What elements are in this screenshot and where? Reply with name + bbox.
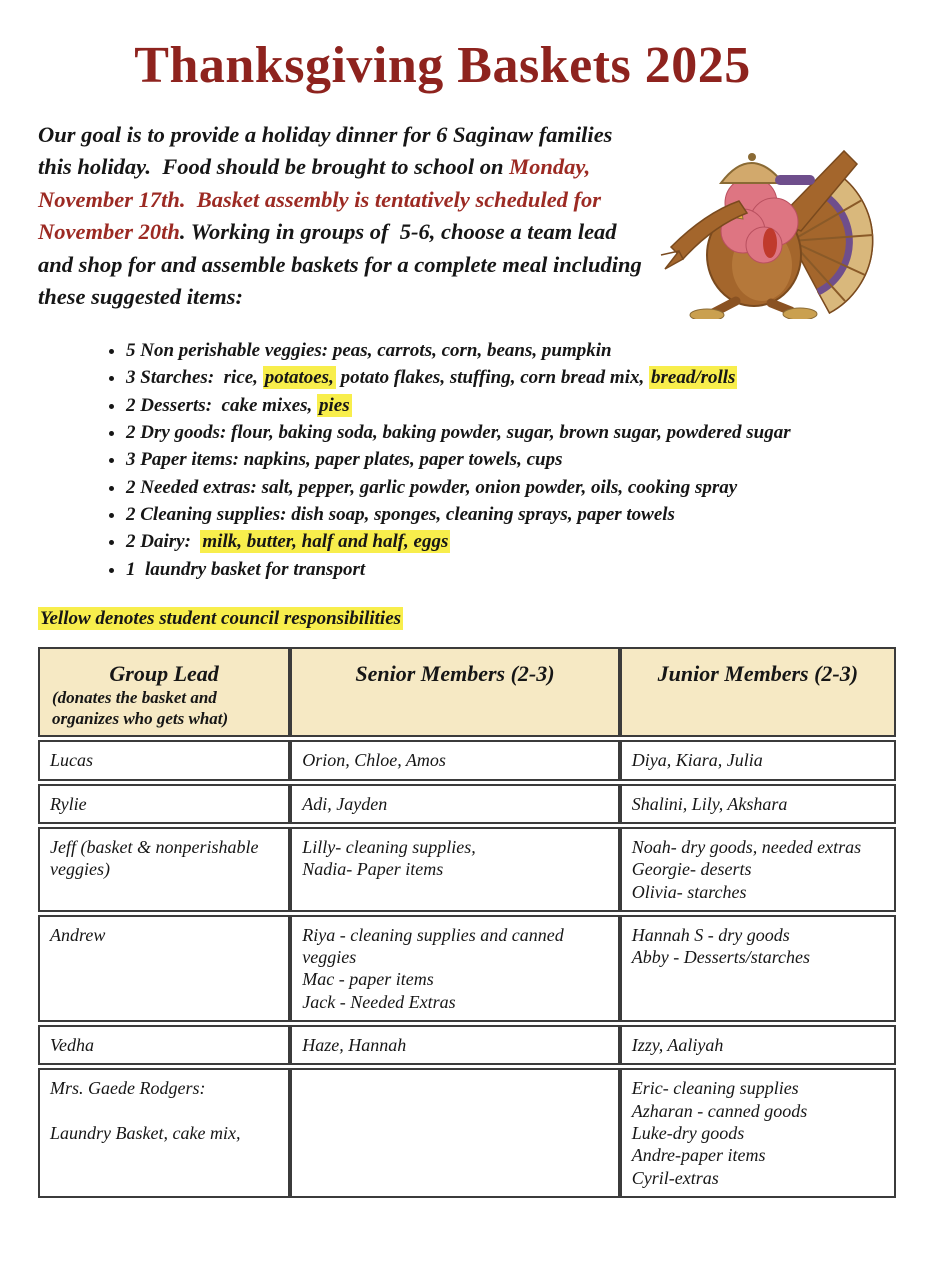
senior-cell <box>290 740 619 780</box>
senior-cell <box>290 1025 619 1065</box>
junior-cell <box>620 1025 896 1065</box>
cell-line: Abby - Desserts/starches <box>631 947 811 968</box>
cell-line: Jack - Needed Extras <box>302 991 456 1012</box>
highlighted-text: pies <box>319 394 350 416</box>
cell-line: Mrs. Gaede Rodgers: <box>50 1078 206 1099</box>
header-junior-members <box>620 647 896 737</box>
cell-line: Orion, Chloe, Amos <box>302 750 446 771</box>
lead-cell <box>38 1068 290 1198</box>
cell-line: Hannah S - dry goods <box>631 924 790 945</box>
list-item <box>126 558 897 582</box>
list-item <box>126 339 897 363</box>
cell-line: Azharan - canned goods <box>631 1100 808 1121</box>
legend-note-wrapper <box>38 608 897 630</box>
text-segment: 3 Starches: rice, <box>126 367 263 389</box>
cell-line: Cyril-extras <box>631 1167 719 1188</box>
intro-text-segment: Monday, November 17th. Basket assembly is tentatively scheduled for November 20th <box>38 154 607 245</box>
text-segment: 1 laundry basket for transport <box>126 558 366 580</box>
text-segment: 2 Needed extras: salt, pepper, garlic powder, onion powder, oils, cooking spray <box>126 476 738 498</box>
cell-line <box>50 1100 278 1122</box>
text-segment: 2 Dry goods: flour, baking soda, baking powder, sugar, brown sugar, powdered sugar <box>126 421 791 443</box>
cell-line: Nadia- Paper items <box>302 859 444 880</box>
list-item <box>126 421 897 445</box>
cell-line: Lucas <box>50 750 94 771</box>
lead-cell <box>38 827 290 912</box>
cell-line: Eric- cleaning supplies <box>631 1078 799 1099</box>
list-item <box>126 503 897 527</box>
cell-line: Haze, Hannah <box>302 1035 407 1056</box>
junior-cell <box>620 827 896 912</box>
list-item <box>126 448 897 472</box>
supplies-list <box>38 339 897 582</box>
assignments-table <box>38 644 896 1201</box>
junior-cell <box>620 1068 896 1198</box>
list-item <box>126 394 897 418</box>
senior-cell <box>290 1068 619 1198</box>
turkey-clipart-image <box>650 119 897 319</box>
dabbing-turkey-icon <box>651 123 896 319</box>
header-group-lead <box>38 647 290 737</box>
table-header-row <box>38 647 896 737</box>
highlighted-text: milk, butter, half and half, eggs <box>202 531 449 553</box>
lead-cell <box>38 1025 290 1065</box>
highlighted-text: potatoes, <box>264 367 334 389</box>
cell-line: Luke-dry goods <box>631 1123 745 1144</box>
intro-paragraph <box>38 119 650 313</box>
header-title: Junior Members (2-3) <box>657 660 859 686</box>
page-title: Thanksgiving Baskets 2025 <box>134 37 751 94</box>
cell-line: Diya, Kiara, Julia <box>631 750 763 771</box>
lead-cell <box>38 784 290 824</box>
cell-line: Vedha <box>50 1035 94 1056</box>
text-segment: potato flakes, stuffing, corn bread mix, <box>335 367 649 389</box>
cell-line: Mac - paper items <box>302 969 434 990</box>
senior-cell <box>290 784 619 824</box>
list-item <box>126 530 897 554</box>
list-item <box>126 366 897 390</box>
header-senior-members <box>290 647 619 737</box>
intro-text-segment: . Working in groups of 5-6, choose a team lead and shop for and assemble baskets for a complete meal including these suggested items: <box>38 219 648 309</box>
text-segment: 2 Desserts: cake mixes, <box>126 394 318 416</box>
text-segment: 2 Cleaning supplies: dish soap, sponges, cleaning sprays, paper towels <box>126 503 675 525</box>
cell-line: Andre-paper items <box>631 1145 766 1166</box>
list-item <box>126 476 897 500</box>
senior-cell <box>290 827 619 912</box>
cell-line: Andrew <box>50 924 106 945</box>
intro-text-segment: Our goal is to provide a holiday dinner for 6 Saginaw families this holiday. Food should be brought to school on <box>38 122 619 180</box>
cell-line: Lilly- cleaning supplies, <box>302 836 476 857</box>
lead-cell <box>38 740 290 780</box>
cell-line: Olivia- starches <box>631 881 747 902</box>
text-segment: 2 Dairy: <box>126 531 201 553</box>
junior-cell <box>620 784 896 824</box>
cell-line: Riya - cleaning supplies and canned veggies <box>302 924 564 968</box>
table-row <box>38 1025 896 1065</box>
header-title: Group Lead <box>109 660 219 686</box>
text-segment: 5 Non perishable veggies: peas, carrots, corn, beans, pumpkin <box>126 340 612 361</box>
intro-section <box>38 119 897 319</box>
cell-line: Jeff (basket & nonperishable veggies) <box>50 836 259 880</box>
table-row <box>38 827 896 912</box>
cell-line: Laundry Basket, cake mix, <box>50 1123 241 1144</box>
lead-cell <box>38 915 290 1022</box>
cell-line: Noah- dry goods, needed extras <box>631 836 862 857</box>
text-segment: 3 Paper items: napkins, paper plates, paper towels, cups <box>126 449 563 471</box>
cell-line: Georgie- deserts <box>631 859 752 880</box>
assignments-table-body <box>38 740 896 1198</box>
table-row <box>38 740 896 780</box>
highlighted-text: bread/rolls <box>651 367 736 389</box>
legend-note: Yellow denotes student council responsibilities <box>40 607 402 629</box>
header-title: Senior Members (2-3) <box>355 660 555 686</box>
junior-cell <box>620 740 896 780</box>
cell-line: Adi, Jayden <box>302 793 388 814</box>
header-subtitle: (donates the basket and organizes who gets what) <box>52 687 229 728</box>
senior-cell <box>290 915 619 1022</box>
table-row <box>38 784 896 824</box>
cell-line: Izzy, Aaliyah <box>631 1035 724 1056</box>
table-row <box>38 1068 896 1198</box>
cell-line: Shalini, Lily, Akshara <box>631 793 788 814</box>
cell-line: Rylie <box>50 793 87 814</box>
table-row <box>38 915 896 1022</box>
junior-cell <box>620 915 896 1022</box>
